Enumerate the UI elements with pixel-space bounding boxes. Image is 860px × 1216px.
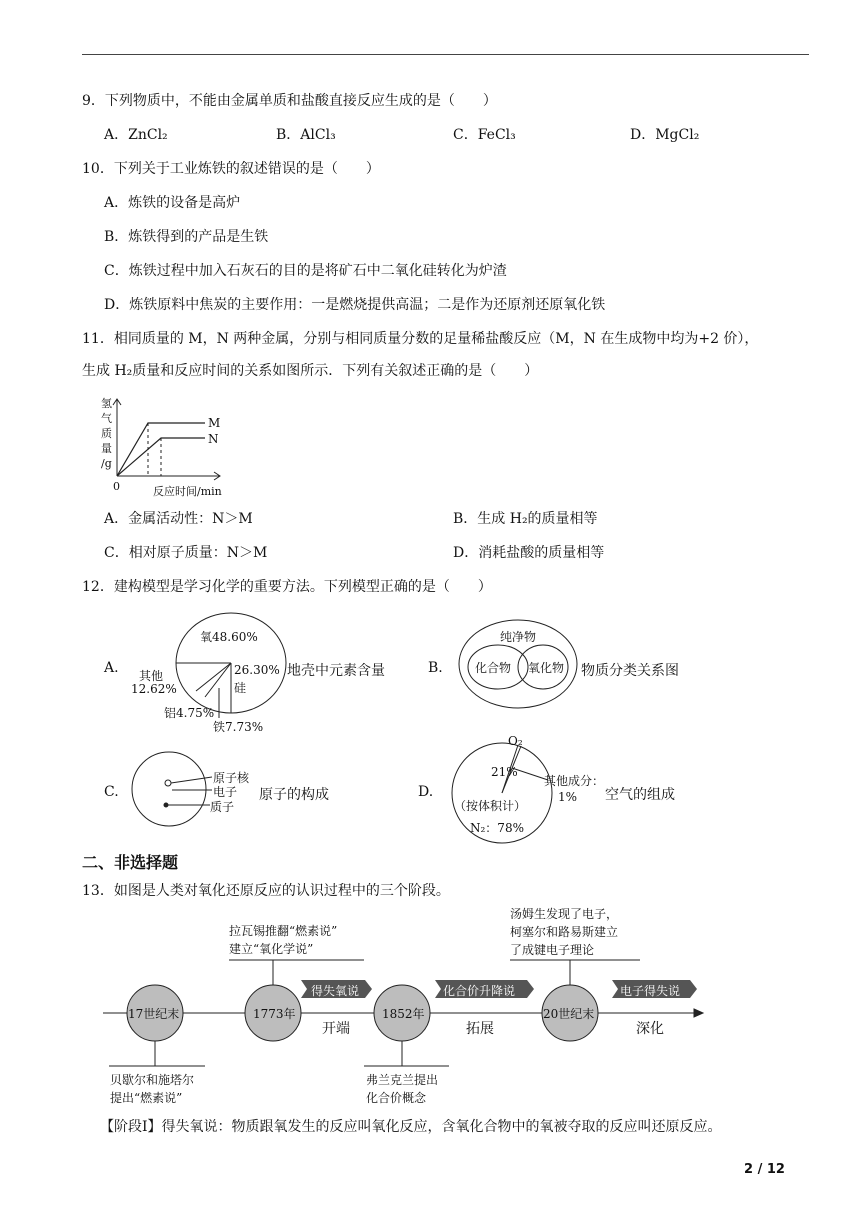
q12a-caption: 地壳中元素含量 (287, 663, 385, 679)
q11-label-n: N (208, 432, 219, 446)
q11-option-d: D．消耗盐酸的质量相等 (453, 545, 605, 561)
section-title: 二、非选择题 (82, 853, 179, 872)
q11-origin: 0 (113, 480, 120, 493)
q11-option-b: B．生成 H₂的质量相等 (453, 511, 598, 527)
q12d-other: 其他成分： (544, 774, 605, 788)
q10-option-b: B．炼铁得到的产品是生铁 (104, 229, 269, 245)
q13-top1a: 拉瓦锡推翻“燃素说” (229, 924, 338, 938)
q12a-other: 其他 (139, 669, 164, 683)
q10-option-c: C．炼铁过程中加入石灰石的目的是将矿石中二氧化硅转化为炉渣 (104, 263, 507, 279)
q13-stage1: 【阶段Ⅰ】得失氧说：物质跟氧发生的反应叫氧化反应，含氧化合物中的氧被夺取的反应叫还原反应。 (100, 1119, 722, 1135)
q9-option-d: D．MgCl₂ (630, 127, 700, 143)
q12a-oxygen: 氧48.60% (200, 630, 258, 644)
q13-seg2: 拓展 (466, 1021, 494, 1037)
q12a-silicon-pct: 26.30% (234, 663, 280, 677)
q12d-n2: N₂：78% (470, 821, 524, 835)
q12b-letter: B. (428, 660, 443, 676)
q13-node1: 17世纪末 (128, 1007, 180, 1021)
q12a-fe: 铁7.73% (213, 720, 264, 734)
q13-top2c: 了成键电子理论 (510, 943, 595, 957)
q11-option-c: C．相对原子质量：N＞M (104, 545, 268, 561)
q11-graph (113, 399, 220, 480)
q13-arrow1: 得失氧说 (311, 984, 360, 998)
q13-arrow2: 化合价升降说 (443, 984, 516, 998)
q13-bot1b: 提出“燃素说” (110, 1091, 183, 1105)
q9-option-b: B．AlCl₃ (276, 127, 336, 143)
q11-option-a: A．金属活动性：N＞M (104, 511, 253, 527)
q11-y-axis-label: 氢 气 质 量 /g (101, 397, 112, 470)
q13-top2b: 柯塞尔和路易斯建立 (510, 925, 619, 939)
q12a-other-pct: 12.62% (131, 682, 177, 696)
q12d-o2: O₂ (508, 734, 523, 748)
q13-seg3: 深化 (636, 1021, 664, 1037)
q13-node2: 1773年 (253, 1007, 296, 1021)
q12b-caption: 物质分类关系图 (581, 663, 679, 679)
page-number: 2 / 12 (744, 1162, 785, 1177)
q12c-letter: C. (104, 784, 119, 800)
q12-stem: 12．建构模型是学习化学的重要方法。下列模型正确的是（ ） (82, 579, 492, 595)
q13-bot2a: 弗兰克兰提出 (366, 1073, 439, 1087)
q12b-outer: 纯净物 (500, 630, 537, 644)
q13-stem: 13．如图是人类对氧化还原反应的认识过程中的三个阶段。 (82, 883, 450, 899)
q13-node3: 1852年 (382, 1007, 425, 1021)
q13-seg1: 开端 (322, 1021, 350, 1037)
q12d-o2-pct: 21% (491, 765, 518, 779)
q12c-atom (132, 752, 212, 826)
q12a-silicon: 硅 (234, 681, 247, 695)
q9-option-c: C．FeCl₃ (453, 127, 516, 143)
q10-option-d: D．炼铁原料中焦炭的主要作用：一是燃烧提供高温；二是作为还原剂还原氧化铁 (104, 297, 606, 313)
q9-option-a: A．ZnCl₂ (104, 127, 168, 143)
q11-x-axis-label: 反应时间/min (153, 485, 222, 498)
q11-label-m: M (208, 416, 221, 430)
q12a-letter: A. (104, 660, 119, 676)
q12d-volume: （按体积计） (454, 799, 527, 813)
q12d-other-pct: 1% (558, 790, 578, 804)
q12c-electron: 电子 (213, 785, 238, 799)
q12c-nucleus: 原子核 (213, 771, 250, 785)
q13-top2a: 汤姆生发现了电子， (510, 907, 619, 921)
q13-bot2b: 化合价概念 (366, 1091, 427, 1105)
q12c-caption: 原子的构成 (259, 787, 329, 803)
q13-node4: 20世纪末 (543, 1007, 595, 1021)
q12d-caption: 空气的组成 (605, 787, 675, 803)
q13-top1b: 建立“氧化学说” (229, 942, 314, 956)
q10-option-a: A．炼铁的设备是高炉 (104, 195, 241, 211)
q12a-al: 铝4.75% (164, 706, 215, 720)
q13-arrow3: 电子得失说 (620, 984, 681, 998)
q12b-right: 氧化物 (528, 661, 565, 675)
q12d-letter: D. (418, 784, 434, 800)
q12c-proton: 质子 (210, 800, 235, 814)
q12b-left: 化合物 (475, 661, 512, 675)
q9-stem: 9．下列物质中，不能由金属单质和盐酸直接反应生成的是（ ） (82, 93, 497, 109)
q10-stem: 10．下列关于工业炼铁的叙述错误的是（ ） (82, 161, 380, 177)
q11-stem-line2: 生成 H₂质量和反应时间的关系如图所示．下列有关叙述正确的是（ ） (82, 363, 539, 379)
q13-bot1a: 贝歇尔和施塔尔 (110, 1073, 195, 1087)
q11-stem-line1: 11．相同质量的 M，N 两种金属，分别与相同质量分数的足量稀盐酸反应（M，N 在生成物中均为+2 价）， (82, 331, 759, 347)
